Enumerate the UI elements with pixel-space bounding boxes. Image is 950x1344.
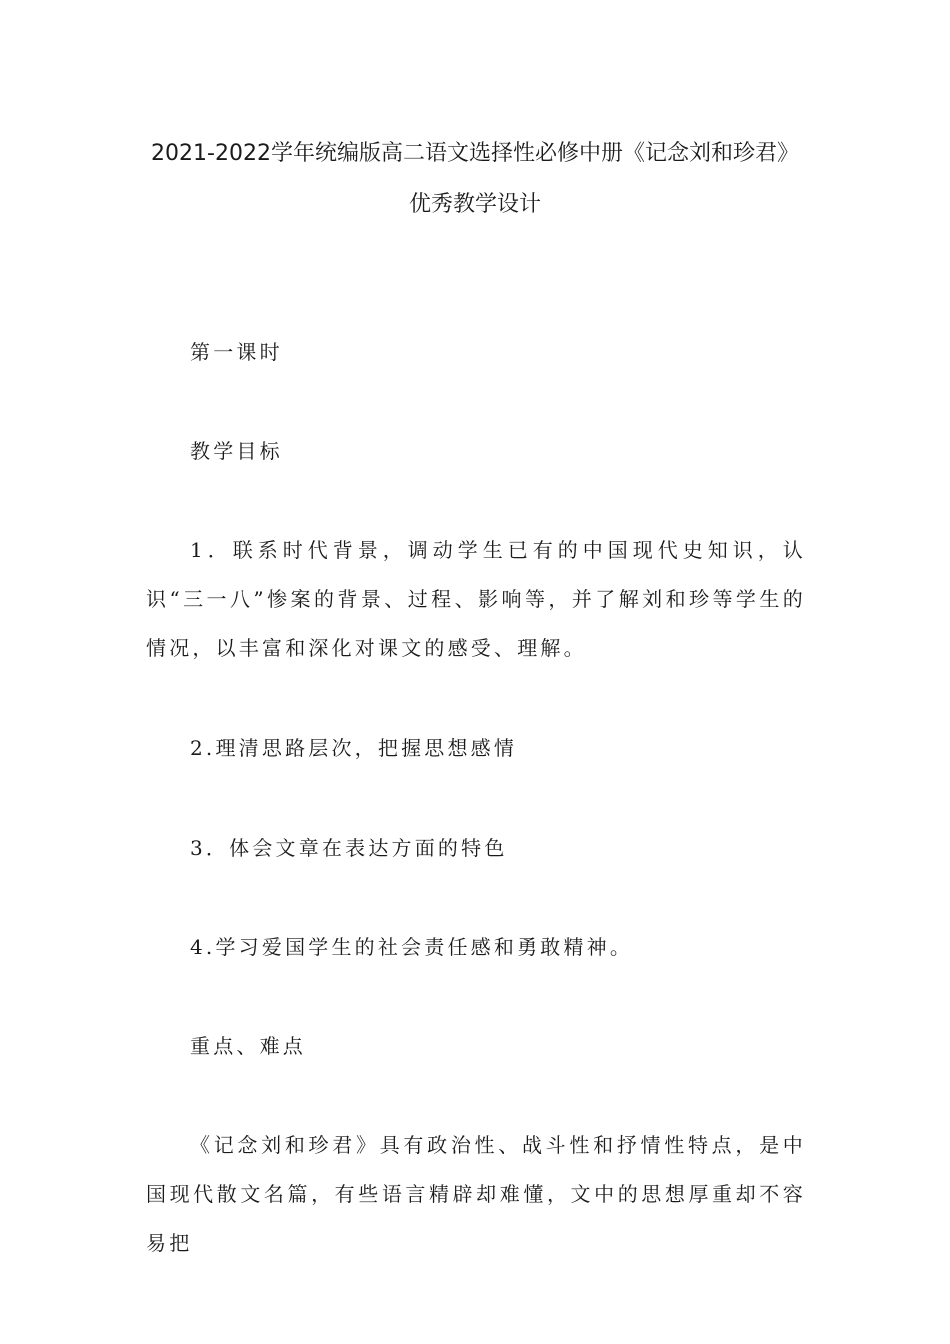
document-title-line-1: 2021-2022学年统编版高二语文选择性必修中册《记念刘和珍君》 xyxy=(151,141,799,166)
key-points-heading: 重点、难点 xyxy=(190,1034,306,1058)
objective-3: 3．体会文章在表达方面的特色 xyxy=(190,836,508,860)
key-points-body: 《记念刘和珍君》具有政治性、战斗性和抒情性特点，是中国现代散文名篇，有些语言精辟却难懂，文中的思想厚重却不容易把 xyxy=(146,1133,806,1255)
document-title-line-2: 优秀教学设计 xyxy=(408,192,541,217)
objective-1: 1．联系时代背景，调动学生已有的中国现代史知识，认识“三一八”惨案的背景、过程、影响等，并了解刘和珍等学生的情况，以丰富和深化对课文的感受、理解。 xyxy=(146,538,806,660)
objectives-heading: 教学目标 xyxy=(190,439,283,463)
objective-2: 2.理清思路层次，把握思想感情 xyxy=(190,736,518,760)
lesson-label: 第一课时 xyxy=(190,340,283,364)
objective-4: 4.学习爱国学生的社会责任感和勇敢精神。 xyxy=(190,935,634,959)
